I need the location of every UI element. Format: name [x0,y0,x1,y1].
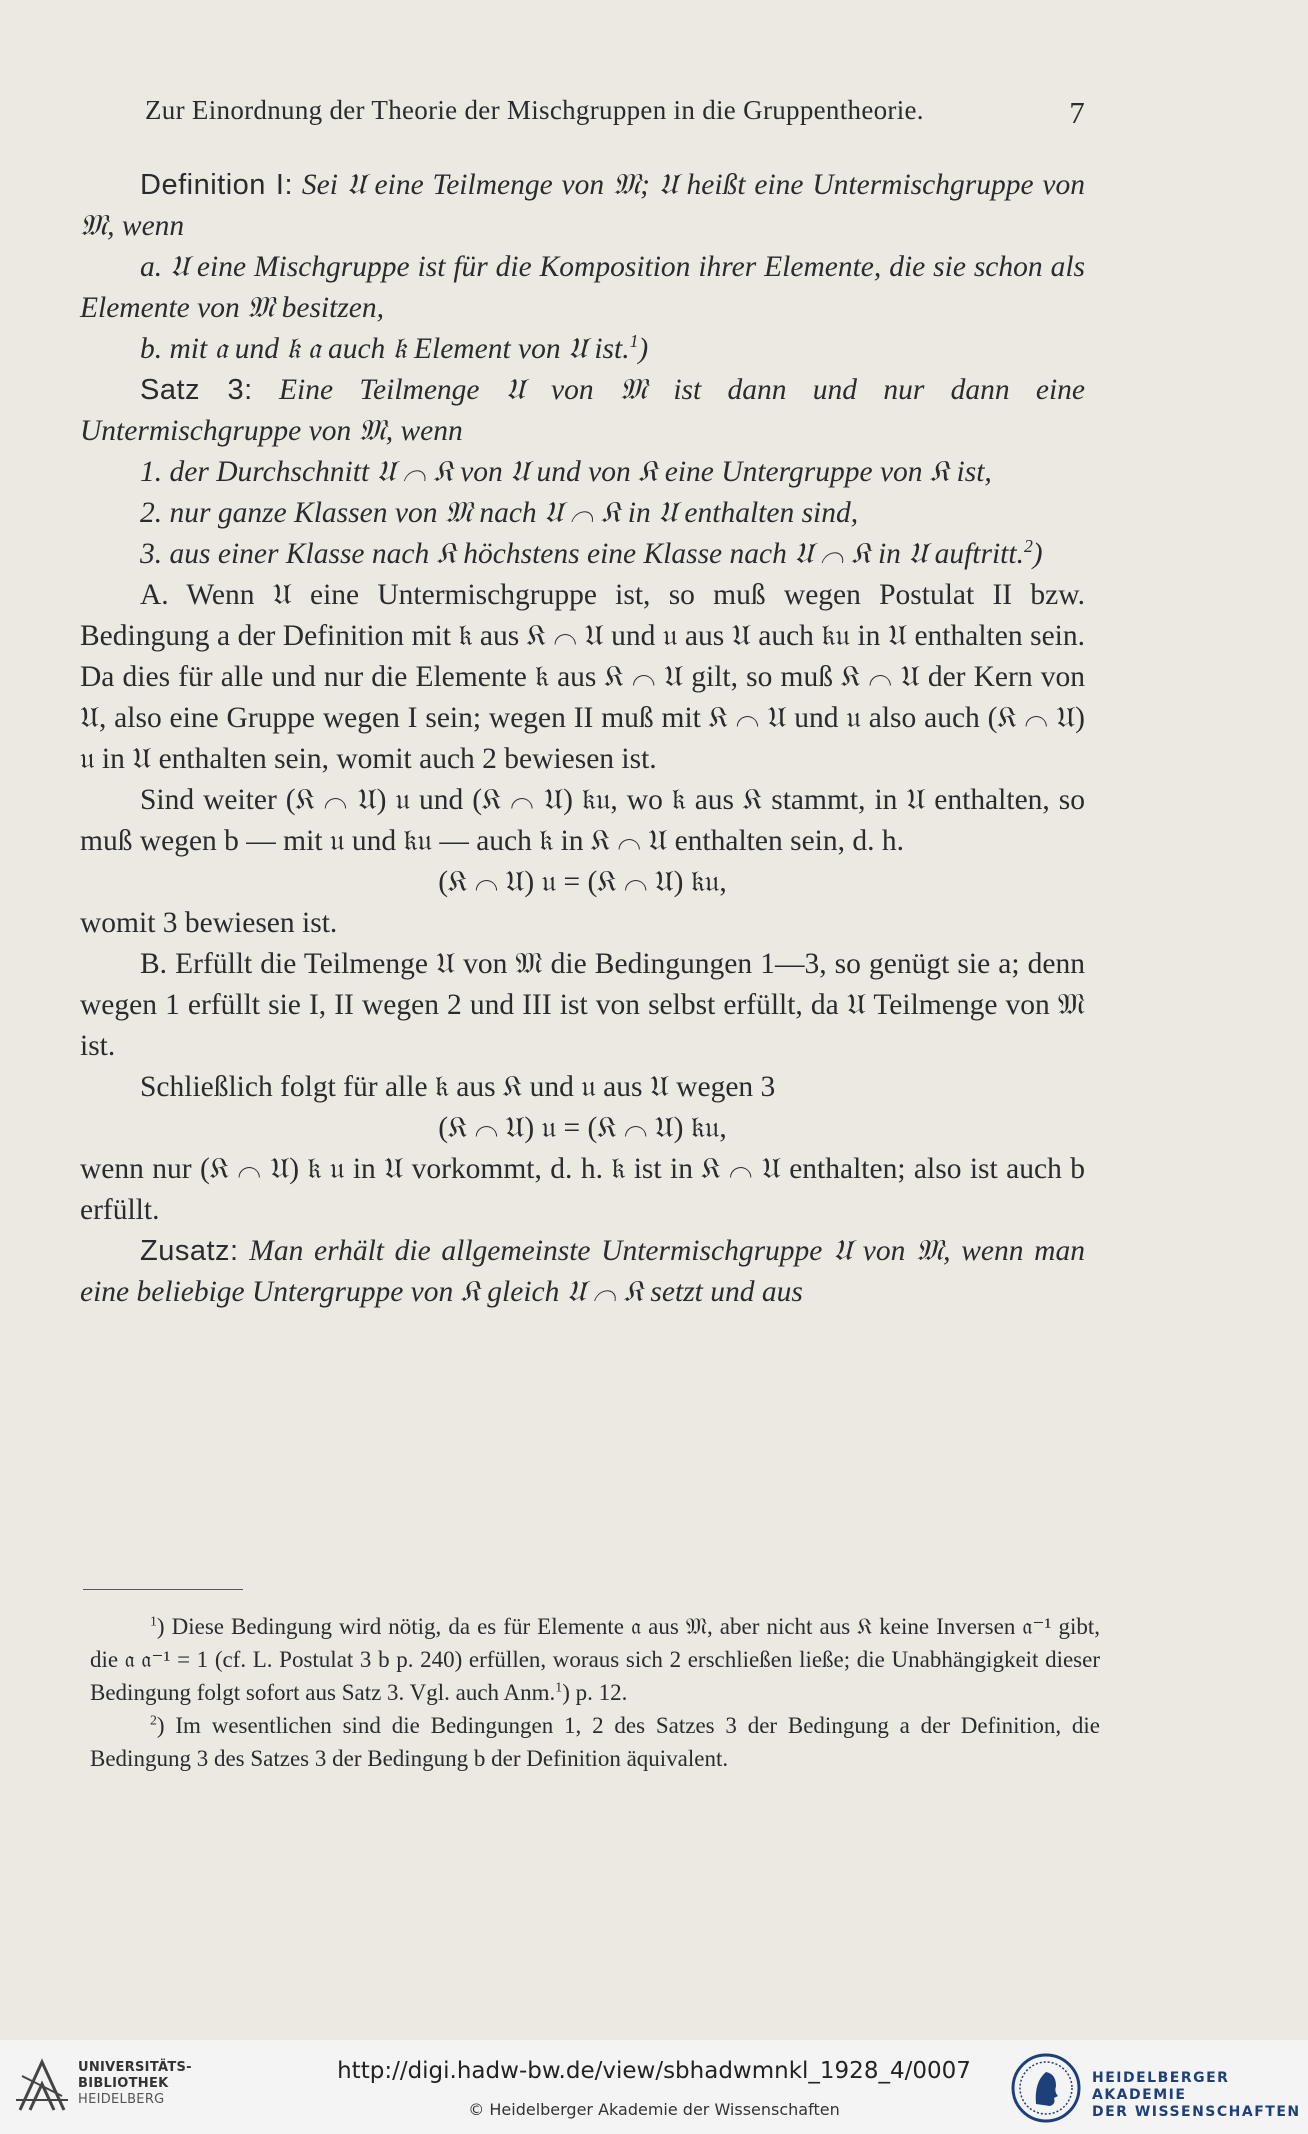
academy-seal-logo [1010,2052,1082,2124]
satz-paragraph [80,370,1085,452]
zusatz-label: Zusatz: [140,1235,239,1267]
proof-part-b-end: wenn nur (𝔎 ⌒ 𝔘) 𝔨 𝔲 in 𝔘 vorkommt, d. h. 𝔨 ist in 𝔎 ⌒ 𝔘 enthalten; also ist auch b erfüllt. [80,1153,1085,1226]
university-library-name: UNIVERSITÄTS- BIBLIOTHEK HEIDELBERG [78,2060,192,2107]
satz-condition-2: 2. nur ganze Klassen von 𝔐 nach 𝔘 ⌒ 𝔎 in 𝔘 enthalten sind, [140,497,859,529]
viewer-footer [0,2040,1308,2134]
footnote-1: $^1$) Diese Bedingung wird nötig, da es für Elemente 𝔞 aus 𝔐, aber nicht aus 𝔎 keine Inversen 𝔞⁻¹ gibt, die 𝔞 𝔞⁻¹ = 1 (cf. L. Postulat 3 b p. 240) erfüllen, woraus sich 2 erschließen ließe; die Unabhängigkeit dieser Bedingung folgt sofort aus Satz 3. Vgl. auch Anm.$^1$) p. 12. [90,1613,1100,1705]
proof-part-a: A. Wenn 𝔘 eine Untermischgruppe ist, so muß wegen Postulat II bzw. Bedingung a der Definition mit 𝔨 aus 𝔎 ⌒ 𝔘 und 𝔲 aus 𝔘 auch 𝔨𝔲 in 𝔘 enthalten sein. Da dies für alle und nur die Elemente 𝔨 aus 𝔎 ⌒ 𝔘 gilt, so muß 𝔎 ⌒ 𝔘 der Kern von 𝔘, also eine Gruppe wegen I sein; wegen II muß mit 𝔎 ⌒ 𝔘 und 𝔲 also auch (𝔎 ⌒ 𝔘) 𝔲 in 𝔘 enthalten sein, womit auch 2 bewiesen ist. [80,579,1085,775]
footnote-2: $^2$) Im wesentlichen sind die Bedingungen 1, 2 des Satzes 3 der Bedingung a der Definition, die Bedingung 3 des Satzes 3 der Bedingung b der Definition äquivalent. [90,1712,1100,1771]
definition-condition-a: a. 𝔘 eine Mischgruppe ist für die Komposition ihrer Elemente, die sie schon als Elemente von 𝔐 besitzen, [80,251,1085,324]
satz-condition-1: 1. der Durchschnitt 𝔘 ⌒ 𝔎 von 𝔘 und von 𝔎 eine Untergruppe von 𝔎 ist, [140,456,992,488]
satz-text: Eine Teilmenge 𝔘 von 𝔐 ist dann und nur dann eine Untermischgruppe von 𝔐, wenn [80,374,1085,447]
zusatz-text: Man erhält die allgemeinste Untermischgruppe 𝔘 von 𝔐, wenn man eine beliebige Untergruppe von 𝔎 gleich 𝔘 ⌒ 𝔎 setzt und aus [80,1235,1085,1308]
footnote-ref: 2 [1023,536,1033,557]
academy-name: HEIDELBERGER AKADEMIE DER WISSENSCHAFTEN [1092,2070,1301,2120]
proof-part-a-continued: Sind weiter (𝔎 ⌒ 𝔘) 𝔲 und (𝔎 ⌒ 𝔘) 𝔨𝔲, wo 𝔨 aus 𝔎 stammt, in 𝔘 enthalten, so muß wegen b — mit 𝔲 und 𝔨𝔲 — auch 𝔨 in 𝔎 ⌒ 𝔘 enthalten sein, d. h. [80,784,1085,857]
definition-text: Sei 𝔘 eine Teilmenge von 𝔐; 𝔘 heißt eine Untermischgruppe von 𝔐, wenn [80,169,1085,242]
running-header [145,95,1085,130]
running-title: Zur Einordnung der Theorie der Mischgruppen in die Gruppentheorie. [145,95,924,125]
footnote-divider [83,1589,243,1590]
satz-condition-3: 3. aus einer Klasse nach 𝔎 höchstens eine Klasse nach 𝔘 ⌒ 𝔎 in 𝔘 auftritt.$^2$) [140,536,1043,570]
footnotes [90,1610,1100,1775]
satz-label: Satz 3: [140,374,253,406]
page-number: 7 [1069,95,1085,130]
permalink-url[interactable]: http://digi.hadw-bw.de/view/sbhadwmnkl_1928_4/0007 [337,2058,971,2084]
proof-part-b-continued: Schließlich folgt für alle 𝔨 aus 𝔎 und 𝔲 aus 𝔘 wegen 3 [140,1071,776,1103]
proof-part-b: B. Erfüllt die Teilmenge 𝔘 von 𝔐 die Bedingungen 1—3, so genügt sie a; denn wegen 1 erfüllt sie I, II wegen 2 und III ist von selbst erfüllt, da 𝔘 Teilmenge von 𝔐 ist. [80,948,1085,1062]
proof-part-a-end: womit 3 bewiesen ist. [80,907,338,939]
formula: (𝔎 ⌒ 𝔘) 𝔲 = (𝔎 ⌒ 𝔘) 𝔨𝔲, [438,1112,727,1144]
definition-paragraph [80,165,1085,247]
definition-label: Definition I: [140,169,294,201]
main-text [80,165,1085,1313]
copyright-notice: © Heidelberger Akademie der Wissenschaften [468,2100,840,2119]
zusatz-paragraph [80,1231,1085,1313]
formula: (𝔎 ⌒ 𝔘) 𝔲 = (𝔎 ⌒ 𝔘) 𝔨𝔲, [438,866,727,898]
definition-condition-b: b. mit 𝔞 und 𝔨 𝔞 auch 𝔨 Element von 𝔘 ist.$^1$) [140,331,649,365]
footnote-ref: 1 [629,331,639,352]
